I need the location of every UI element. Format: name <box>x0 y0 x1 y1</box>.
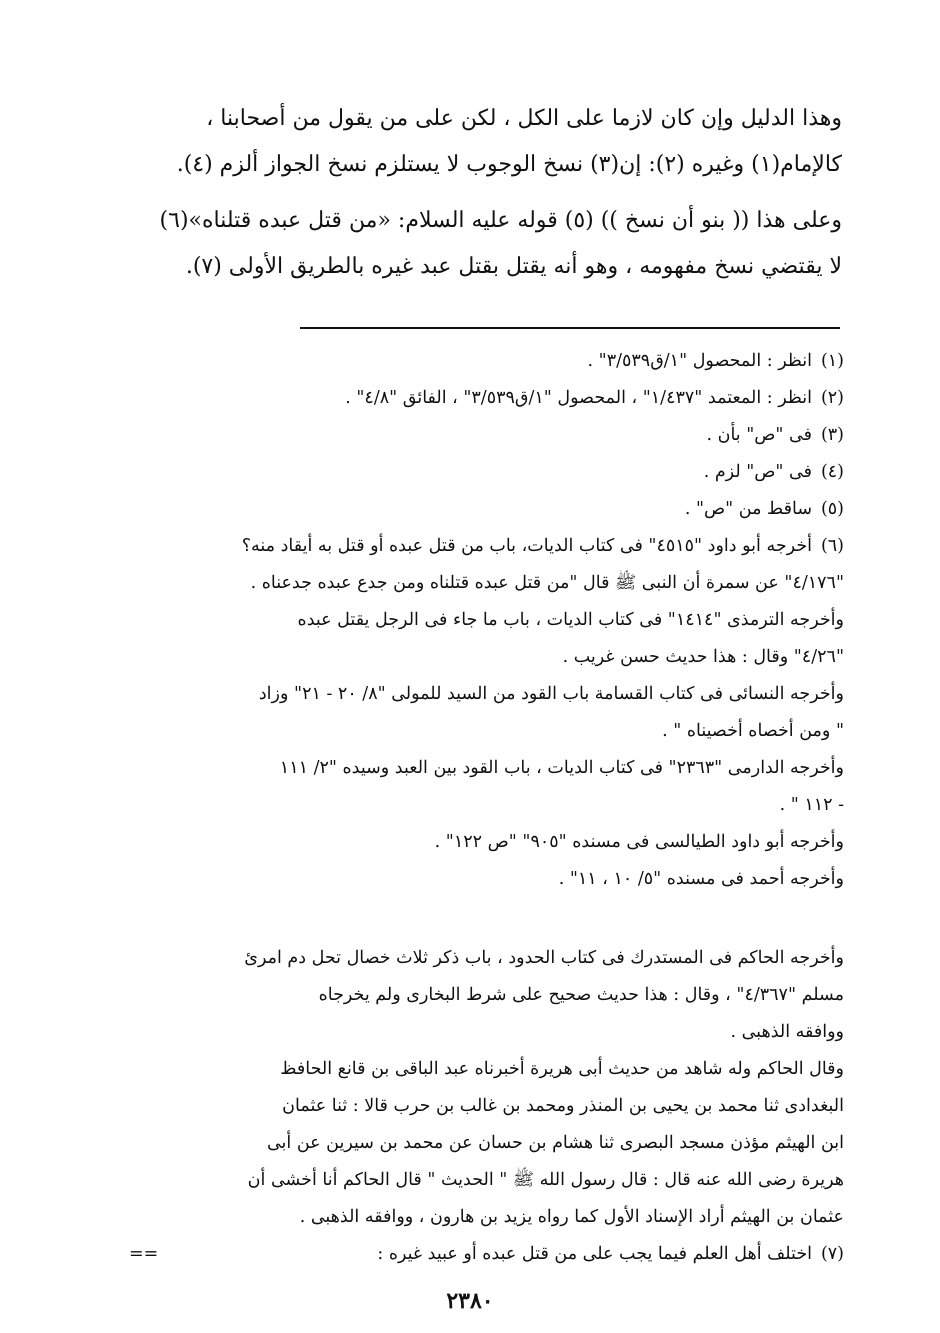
footnote-number: (٢) <box>820 388 844 408</box>
main-line: لا يقتضي نسخ مفهومه ، وهو أنه يقتل بقتل عبد غيره بالطريق الأولى (٧). <box>185 254 842 279</box>
footnote-number: (٣) <box>820 425 844 445</box>
main-line: وهذا الدليل وإن كان لازما على الكل ، لكن على من يقول من أصحابنا ، <box>206 106 842 131</box>
footnotes <box>129 343 844 898</box>
footnote-2 <box>129 380 844 417</box>
footnote-line: عثمان بن الهيثم أراد الإسناد الأول كما رواه يزيد بن هارون ، ووافقه الذهبى . <box>299 1207 844 1227</box>
footnotes-continued <box>129 940 844 1273</box>
footnote-line: وأخرجه الترمذى "١٤١٤" فى كتاب الديات ، باب ما جاء فى الرجل يقتل عبده <box>297 610 844 630</box>
footnote-separator <box>300 327 840 329</box>
footnote-line: ووافقه الذهبى . <box>730 1022 844 1042</box>
footnote-line: هريرة رضى الله عنه قال : قال رسول الله ﷺ " الحديث " قال الحاكم أنا أخشى أن <box>247 1170 844 1190</box>
footnote-line: وأخرجه أحمد فى مسنده "٥/ ١٠ ، ١١" . <box>558 869 844 889</box>
footnote-line: "٤/١٧٦" عن سمرة أن النبى ﷺ قال "من قتل عبده قتلناه ومن جدع عبده جدعناه . <box>250 573 844 593</box>
footnote-line: مسلم "٤/٣٦٧" ، وقال : هذا حديث صحيح على شرط البخارى ولم يخرجاه <box>318 985 844 1005</box>
footnote-4 <box>129 454 844 491</box>
footnote-line: وأخرجه الدارمى "٢٣٦٣" فى كتاب الديات ، باب القود بين العبد وسيده "٢/ ١١١ <box>279 758 844 778</box>
footnote-6-continued <box>129 940 844 1236</box>
footnote-line: " ومن أخصاه أخصيناه " . <box>662 721 844 741</box>
footnote-line: وأخرجه النسائى فى كتاب القسامة باب القود من السيد للمولى "٨/ ٢٠ - ٢١" وزاد <box>258 684 844 704</box>
footnote-line: "٤/٢٦" وقال : هذا حديث حسن غريب . <box>562 647 844 667</box>
page-number: ٢٣٨٠ <box>446 1288 494 1314</box>
footnote-line: وأخرجه الحاكم فى المستدرك فى كتاب الحدود ، باب ذكر ثلاث خصال تحل دم امرئ <box>244 948 844 968</box>
footnote-5 <box>129 491 844 528</box>
footnote-1 <box>129 343 844 380</box>
footnote-number: (٧) <box>820 1244 844 1264</box>
footnote-text: فى "ص" بأن . <box>706 425 812 445</box>
footnote-7 <box>129 1236 844 1273</box>
footnote-number: (١) <box>820 351 844 371</box>
footnote-number: (٦) <box>820 536 844 556</box>
footnote-text: اختلف أهل العلم فيما يجب على من قتل عبده أو عبيد غيره : <box>377 1244 812 1264</box>
continuation-mark: == <box>129 1244 159 1264</box>
footnote-6 <box>129 528 844 898</box>
footnote-text: أخرجه أبو داود "٤٥١٥" فى كتاب الديات، باب من قتل عبده أو قتل به أيقاد منه؟ <box>241 536 812 556</box>
footnote-text: انظر : المعتمد "١/٤٣٧" ، المحصول "١/ق٣/٥٣٩" ، الفائق "٤/٨" . <box>345 388 812 408</box>
footnote-number: (٤) <box>820 462 844 482</box>
footnote-line: وأخرجه أبو داود الطيالسى فى مسنده "٩٠٥" "ص ١٢٢" . <box>434 832 844 852</box>
main-line: كالإمام(١) وغيره (٢): إن(٣) نسخ الوجوب لا يستلزم نسخ الجواز ألزم (٤). <box>176 152 842 177</box>
footnote-text: ساقط من "ص" . <box>684 499 812 519</box>
main-line: وعلى هذا (( بنو أن نسخ )) (٥) قوله عليه السلام: «من قتل عبده قتلناه»(٦) <box>159 208 842 233</box>
footnote-line: وقال الحاكم وله شاهد من حديث أبى هريرة أخبرناه عبد الباقى بن قانع الحافظ <box>280 1059 844 1079</box>
footnote-line: ابن الهيثم مؤذن مسجد البصرى ثنا هشام بن حسان عن محمد بن سيرين عن أبى <box>266 1133 844 1153</box>
footnote-text: انظر : المحصول "١/ق٣/٥٣٩" . <box>587 351 812 371</box>
footnote-number: (٥) <box>820 499 844 519</box>
footnote-text: فى "ص" لزم . <box>703 462 812 482</box>
footnote-line: البغدادى ثنا محمد بن يحيى بن المنذر ومحمد بن غالب بن حرب قالا : ثنا عثمان <box>282 1096 844 1116</box>
footnote-3 <box>129 417 844 454</box>
footnote-line: - ١١٢ " . <box>779 795 844 815</box>
main-text <box>97 96 842 290</box>
